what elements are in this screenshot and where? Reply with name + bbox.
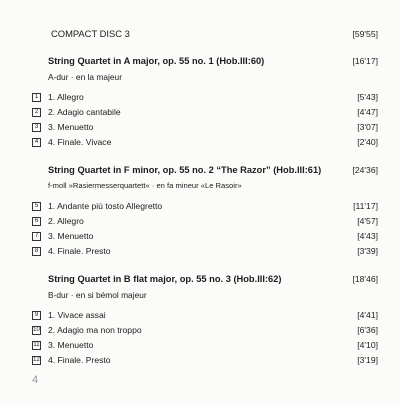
work-subtitle: B-dur · en si bémol majeur bbox=[48, 290, 147, 300]
work-subtitle: A-dur · en la majeur bbox=[48, 72, 123, 82]
track-row bbox=[32, 308, 378, 322]
track-duration: [6'36] bbox=[357, 325, 378, 335]
work-title: String Quartet in B flat major, op. 55 no. 3 (Hob.III:62) bbox=[48, 274, 282, 284]
track-number-box: 7 bbox=[32, 232, 41, 241]
track-number-box: 2 bbox=[32, 108, 41, 117]
track-title: 2. Adagio cantabile bbox=[48, 107, 121, 117]
track-title: 4. Finale. Presto bbox=[48, 355, 111, 365]
track-row bbox=[32, 120, 378, 134]
track-duration: [4'10] bbox=[357, 340, 378, 350]
track-number-box: 10 bbox=[33, 327, 40, 333]
track-duration: [3'07] bbox=[357, 122, 378, 132]
track-row bbox=[32, 105, 378, 119]
work-duration: [16'17] bbox=[352, 56, 378, 66]
track-duration: [11'17] bbox=[353, 201, 378, 211]
track-title: 3. Menuetto bbox=[48, 231, 94, 241]
track-row bbox=[32, 199, 378, 213]
track-title: 1. Andante più tosto Allegretto bbox=[48, 201, 163, 211]
track-number-box: 9 bbox=[32, 311, 41, 320]
work-subtitle-row bbox=[32, 179, 378, 193]
work-heading bbox=[32, 272, 378, 286]
track-row bbox=[32, 323, 378, 337]
track-row bbox=[32, 90, 378, 104]
track-duration: [4'57] bbox=[357, 216, 378, 226]
work-subtitle-row bbox=[32, 70, 378, 84]
track-duration: [4'43] bbox=[357, 231, 378, 241]
work-duration: [24'36] bbox=[352, 165, 378, 175]
work-heading bbox=[32, 54, 378, 68]
disc-duration: [59'55] bbox=[352, 29, 378, 39]
track-title: 3. Menuetto bbox=[48, 122, 94, 132]
work-heading bbox=[32, 163, 378, 177]
track-duration: [3'39] bbox=[357, 246, 378, 256]
track-duration: [2'40] bbox=[357, 137, 378, 147]
track-title: 2. Allegro bbox=[48, 216, 84, 226]
track-number-box: 8 bbox=[32, 247, 41, 256]
work-duration: [18'46] bbox=[352, 274, 378, 284]
disc-header bbox=[32, 27, 378, 41]
track-duration: [5'43] bbox=[357, 92, 378, 102]
track-title: 1. Vivace assai bbox=[48, 310, 106, 320]
track-title: 1. Allegro bbox=[48, 92, 84, 102]
track-row bbox=[32, 338, 378, 352]
track-row bbox=[32, 214, 378, 228]
work-title: String Quartet in A major, op. 55 no. 1 (Hob.III:60) bbox=[48, 56, 265, 66]
track-title: 3. Menuetto bbox=[48, 340, 94, 350]
track-number-box: 1 bbox=[32, 93, 41, 102]
track-number-box: 4 bbox=[32, 138, 41, 147]
track-duration: [4'47] bbox=[357, 107, 378, 117]
track-duration: [3'19] bbox=[357, 355, 378, 365]
track-row bbox=[32, 244, 378, 258]
track-duration: [4'41] bbox=[357, 310, 378, 320]
track-number-box: 12 bbox=[33, 357, 40, 363]
disc-label: COMPACT DISC 3 bbox=[51, 28, 130, 39]
track-title: 2. Adagio ma non troppo bbox=[48, 325, 142, 335]
track-title: 4. Finale. Presto bbox=[48, 246, 111, 256]
track-number-box: 5 bbox=[32, 202, 41, 211]
track-row bbox=[32, 353, 378, 367]
track-number-box: 11 bbox=[33, 342, 40, 348]
track-number-box: 6 bbox=[32, 217, 41, 226]
page-number: 4 bbox=[32, 374, 39, 386]
work-title: String Quartet in F minor, op. 55 no. 2 “The Razor” (Hob.III:61) bbox=[48, 165, 322, 175]
track-number-box: 3 bbox=[32, 123, 41, 132]
track-row bbox=[32, 229, 378, 243]
track-title: 4. Finale. Vivace bbox=[48, 137, 112, 147]
track-row bbox=[32, 135, 378, 149]
work-subtitle: f-moll »Rasiermesserquartett« · en fa mineur «Le Rasoir» bbox=[48, 181, 242, 190]
work-subtitle-row bbox=[32, 288, 378, 302]
